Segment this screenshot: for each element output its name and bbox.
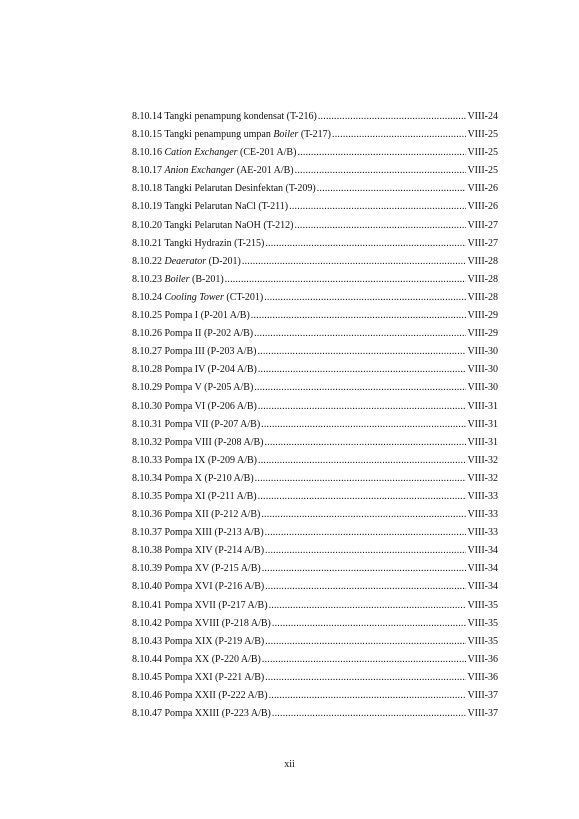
- toc-entry[interactable]: [132, 633, 498, 651]
- toc-entry[interactable]: [132, 180, 498, 198]
- toc-entry-text: Pompa XX (P-220 A/B): [164, 653, 261, 665]
- toc-entry-text: Tangki Pelarutan NaOH (T-212): [164, 219, 294, 231]
- toc-entry-number: 8.10.22: [132, 255, 162, 267]
- toc-entry-page: VIII-36: [467, 653, 498, 665]
- toc-entry-page: VIII-24: [467, 111, 498, 122]
- toc-entry-title: [132, 144, 296, 162]
- toc-entry-text: Pompa XXIII (P-223 A/B): [164, 708, 271, 720]
- toc-entry[interactable]: [132, 506, 498, 524]
- toc-entry[interactable]: [132, 198, 498, 216]
- toc-entry-page: VIII-28: [467, 291, 498, 303]
- toc-entry-title: [132, 126, 331, 144]
- toc-entry-number: 8.10.15: [132, 129, 162, 141]
- toc-entry-number: 8.10.20: [132, 219, 162, 231]
- toc-entry-suffix: (CE-201 A/B): [237, 147, 297, 159]
- toc-entry[interactable]: [132, 325, 498, 343]
- dot-leader: [265, 578, 466, 596]
- dot-leader: [269, 597, 467, 615]
- toc-entry-page: VIII-25: [467, 147, 498, 159]
- toc-entry-text: Pompa XIII (P-213 A/B): [164, 527, 264, 539]
- dot-leader: [258, 361, 467, 379]
- toc-entry-number: 8.10.31: [132, 418, 162, 430]
- toc-entry-number: 8.10.14: [132, 111, 162, 122]
- toc-entry-title: [132, 597, 268, 615]
- toc-entry-number: 8.10.35: [132, 490, 162, 502]
- toc-entry-page: VIII-28: [467, 273, 498, 285]
- toc-entry[interactable]: [132, 705, 498, 723]
- toc-entry-title: [132, 452, 257, 470]
- toc-entry-page: VIII-25: [467, 129, 498, 141]
- toc-entry-number: 8.10.43: [132, 635, 162, 647]
- toc-entry-page: VIII-29: [467, 328, 498, 340]
- toc-entry-italic-text: Deaerator: [164, 255, 207, 267]
- toc-entry-number: 8.10.39: [132, 563, 162, 575]
- dot-leader: [254, 325, 466, 343]
- toc-entry-title: [132, 633, 264, 651]
- toc-entry-page: VIII-34: [467, 563, 498, 575]
- toc-entry-page: VIII-26: [467, 201, 498, 213]
- toc-entry[interactable]: [132, 307, 498, 325]
- toc-entry-number: 8.10.24: [132, 291, 162, 303]
- dot-leader: [261, 506, 466, 524]
- toc-entry[interactable]: [132, 416, 498, 434]
- toc-entry-page: VIII-35: [467, 599, 498, 611]
- toc-entry-text: Tangki Pelarutan NaCl (T-211): [164, 201, 289, 213]
- dot-leader: [225, 271, 467, 289]
- toc-entry-italic-text: Boiler: [164, 273, 190, 285]
- toc-entry-title: [132, 108, 317, 126]
- dot-leader: [272, 705, 467, 723]
- toc-entry[interactable]: [132, 578, 498, 596]
- toc-entry-title: [132, 198, 288, 216]
- toc-entry-page: VIII-26: [467, 183, 498, 195]
- toc-entry-text: Pompa XVII (P-217 A/B): [164, 599, 268, 611]
- toc-entry-number: 8.10.18: [132, 183, 162, 195]
- toc-entry-title: [132, 271, 224, 289]
- dot-leader: [258, 452, 466, 470]
- toc-entry-number: 8.10.28: [132, 364, 162, 376]
- toc-entry-title: [132, 615, 271, 633]
- toc-entry-text: Tangki Hydrazin (T-215): [164, 237, 265, 249]
- toc-entry-title: [132, 379, 253, 397]
- toc-entry-title: [132, 307, 250, 325]
- dot-leader: [265, 235, 466, 253]
- toc-entry[interactable]: [132, 398, 498, 416]
- toc-entry-page: VIII-35: [467, 617, 498, 629]
- toc-entry-page: VIII-27: [467, 237, 498, 249]
- toc-entry[interactable]: [132, 235, 498, 253]
- toc-entry-title: [132, 651, 261, 669]
- dot-leader: [265, 542, 466, 560]
- toc-entry-page: VIII-30: [467, 364, 498, 376]
- toc-entry[interactable]: [132, 687, 498, 705]
- dot-leader: [272, 615, 467, 633]
- toc-entry-title: [132, 343, 256, 361]
- dot-leader: [255, 470, 467, 488]
- toc-entry-title: [132, 180, 316, 198]
- dot-leader: [318, 108, 467, 126]
- toc-entry-number: 8.10.36: [132, 509, 162, 521]
- toc-entry-title: [132, 253, 241, 271]
- toc-entry-number: 8.10.44: [132, 653, 162, 665]
- dot-leader: [289, 198, 466, 216]
- toc-entry-number: 8.10.30: [132, 400, 162, 412]
- toc-entry[interactable]: [132, 488, 498, 506]
- toc-entry-number: 8.10.34: [132, 472, 162, 484]
- toc-entry-page: VIII-27: [467, 219, 498, 231]
- toc-entry-text: Tangki penampung kondensat (T-216): [164, 111, 317, 122]
- dot-leader: [297, 144, 466, 162]
- toc-entry-title: [132, 162, 294, 180]
- toc-entry-page: VIII-37: [467, 708, 498, 720]
- toc-entry-text: Tangki penampung umpan: [164, 129, 274, 141]
- toc-entry[interactable]: [132, 470, 498, 488]
- toc-entry[interactable]: [132, 379, 498, 397]
- dot-leader: [295, 162, 467, 180]
- toc-entry-page: VIII-32: [467, 454, 498, 466]
- toc-entry-text: Tangki Pelarutan Desinfektan (T-209): [164, 183, 316, 195]
- toc-entry[interactable]: [132, 162, 498, 180]
- toc-entry[interactable]: [132, 217, 498, 235]
- toc-entry-text: Pompa XVIII (P-218 A/B): [164, 617, 271, 629]
- dot-leader: [295, 217, 467, 235]
- toc-entry[interactable]: [132, 126, 498, 144]
- toc-entry-suffix: (T-217): [298, 129, 332, 141]
- toc-entry-page: VIII-25: [467, 165, 498, 177]
- toc-entry-page: VIII-37: [467, 690, 498, 701]
- toc-entry[interactable]: [132, 651, 498, 669]
- toc-entry-number: 8.10.33: [132, 454, 162, 466]
- toc-entry-number: 8.10.32: [132, 436, 162, 448]
- dot-leader: [264, 289, 466, 307]
- toc-entry[interactable]: [132, 669, 498, 687]
- toc-entry-number: 8.10.46: [132, 690, 162, 701]
- toc-entry-title: [132, 524, 264, 542]
- toc-entry-text: Pompa XV (P-215 A/B): [164, 563, 261, 575]
- toc-entry-number: 8.10.41: [132, 599, 162, 611]
- toc-entry-number: 8.10.47: [132, 708, 162, 720]
- toc-entry-number: 8.10.19: [132, 201, 162, 213]
- dot-leader: [261, 416, 466, 434]
- toc-entry-text: Pompa VIII (P-208 A/B): [164, 436, 264, 448]
- toc-entry-page: VIII-36: [467, 671, 498, 683]
- toc-entry-number: 8.10.17: [132, 165, 162, 177]
- toc-entry[interactable]: [132, 361, 498, 379]
- toc-entry-page: VIII-30: [467, 382, 498, 394]
- toc-entry-title: [132, 416, 260, 434]
- toc-entry-title: [132, 289, 263, 307]
- toc-entry-suffix: (AE-201 A/B): [234, 165, 294, 177]
- toc-entry-title: [132, 470, 254, 488]
- toc-entry-text: Pompa IV (P-204 A/B): [164, 364, 257, 376]
- toc-entry-number: 8.10.40: [132, 581, 162, 593]
- toc-entry-number: 8.10.29: [132, 382, 162, 394]
- toc-entry-title: [132, 398, 257, 416]
- toc-entry-italic-text: Boiler: [273, 129, 299, 141]
- toc-entry-text: Pompa X (P-210 A/B): [164, 472, 254, 484]
- toc-entry-title: [132, 705, 271, 723]
- toc-entry-title: [132, 669, 264, 687]
- toc-entry[interactable]: [132, 452, 498, 470]
- toc-entry-number: 8.10.37: [132, 527, 162, 539]
- toc-entry-page: VIII-32: [467, 472, 498, 484]
- toc-entry-number: 8.10.21: [132, 237, 162, 249]
- toc-entry-title: [132, 578, 264, 596]
- toc-entry[interactable]: [132, 144, 498, 162]
- toc-entry-title: [132, 235, 264, 253]
- toc-entry-italic-text: Cooling Tower: [164, 291, 224, 303]
- toc-entry[interactable]: [132, 108, 498, 126]
- toc-entry-text: Pompa VI (P-206 A/B): [164, 400, 257, 412]
- toc-entry-suffix: (D-201): [206, 255, 241, 267]
- toc-entry-text: Pompa III (P-203 A/B): [164, 346, 257, 358]
- dot-leader: [251, 307, 467, 325]
- toc-entry-number: 8.10.27: [132, 346, 162, 358]
- dot-leader: [269, 687, 467, 705]
- toc-entry[interactable]: [132, 524, 498, 542]
- toc-entry-title: [132, 217, 294, 235]
- dot-leader: [317, 180, 467, 198]
- dot-leader: [262, 560, 467, 578]
- toc-entry-text: Pompa XVI (P-216 A/B): [164, 581, 265, 593]
- toc-entry-page: VIII-34: [467, 545, 498, 557]
- toc-entry-page: VIII-30: [467, 346, 498, 358]
- toc-entry-page: VIII-35: [467, 635, 498, 647]
- dot-leader: [332, 126, 466, 144]
- toc-entry-title: [132, 325, 253, 343]
- toc-entry[interactable]: [132, 560, 498, 578]
- dot-leader: [262, 651, 467, 669]
- dot-leader: [265, 669, 466, 687]
- toc-entry-suffix: (B-201): [189, 273, 224, 285]
- toc-entry-number: 8.10.42: [132, 617, 162, 629]
- toc-entry-page: VIII-29: [467, 310, 498, 322]
- toc-entry-title: [132, 434, 263, 452]
- toc-entry-text: Pompa XIV (P-214 A/B): [164, 545, 265, 557]
- toc-entry[interactable]: [132, 343, 498, 361]
- toc-entry-text: Pompa XIX (P-219 A/B): [164, 635, 265, 647]
- toc-entry-text: Pompa VII (P-207 A/B): [164, 418, 261, 430]
- toc-entry-text: Pompa V (P-205 A/B): [164, 382, 254, 394]
- table-of-contents: [132, 108, 498, 723]
- toc-entry-suffix: (CT-201): [223, 291, 264, 303]
- toc-entry-page: VIII-33: [467, 527, 498, 539]
- toc-entry-text: Pompa I (P-201 A/B): [164, 310, 250, 322]
- toc-entry[interactable]: [132, 289, 498, 307]
- toc-entry-page: VIII-31: [467, 418, 498, 430]
- toc-entry[interactable]: [132, 615, 498, 633]
- toc-entry-page: VIII-33: [467, 490, 498, 502]
- toc-entry[interactable]: [132, 434, 498, 452]
- toc-entry-page: VIII-33: [467, 509, 498, 521]
- toc-entry-page: VIII-34: [467, 581, 498, 593]
- toc-entry-title: [132, 542, 264, 560]
- toc-entry-text: Pompa XII (P-212 A/B): [164, 509, 261, 521]
- toc-entry-text: Pompa XXI (P-221 A/B): [164, 671, 265, 683]
- toc-entry-number: 8.10.23: [132, 273, 162, 285]
- dot-leader: [257, 343, 466, 361]
- toc-entry-page: VIII-31: [467, 436, 498, 448]
- toc-entry[interactable]: [132, 271, 498, 289]
- toc-entry-page: VIII-31: [467, 400, 498, 412]
- dot-leader: [242, 253, 467, 271]
- dot-leader: [258, 488, 467, 506]
- dot-leader: [254, 379, 466, 397]
- toc-entry[interactable]: [132, 597, 498, 615]
- toc-entry-italic-text: Cation Exchanger: [164, 147, 238, 159]
- toc-entry-number: 8.10.38: [132, 545, 162, 557]
- dot-leader: [265, 524, 467, 542]
- toc-entry-number: 8.10.16: [132, 147, 162, 159]
- toc-entry-text: Pompa IX (P-209 A/B): [164, 454, 257, 466]
- toc-entry-text: Pompa XXII (P-222 A/B): [164, 690, 268, 701]
- page-number: xii: [284, 759, 295, 770]
- toc-entry-title: [132, 560, 261, 578]
- toc-entry-title: [132, 361, 257, 379]
- toc-entry[interactable]: [132, 253, 498, 271]
- toc-entry-number: 8.10.45: [132, 671, 162, 683]
- toc-entry-number: 8.10.26: [132, 328, 162, 340]
- toc-entry-title: [132, 687, 268, 705]
- toc-entry-page: VIII-28: [467, 255, 498, 267]
- toc-entry[interactable]: [132, 542, 498, 560]
- toc-entry-title: [132, 506, 260, 524]
- dot-leader: [265, 633, 466, 651]
- toc-entry-number: 8.10.25: [132, 310, 162, 322]
- toc-entry-title: [132, 488, 257, 506]
- toc-entry-text: Pompa XI (P-211 A/B): [164, 490, 257, 502]
- dot-leader: [258, 398, 467, 416]
- dot-leader: [264, 434, 466, 452]
- toc-entry-text: Pompa II (P-202 A/B): [164, 328, 254, 340]
- toc-entry-italic-text: Anion Exchanger: [164, 165, 235, 177]
